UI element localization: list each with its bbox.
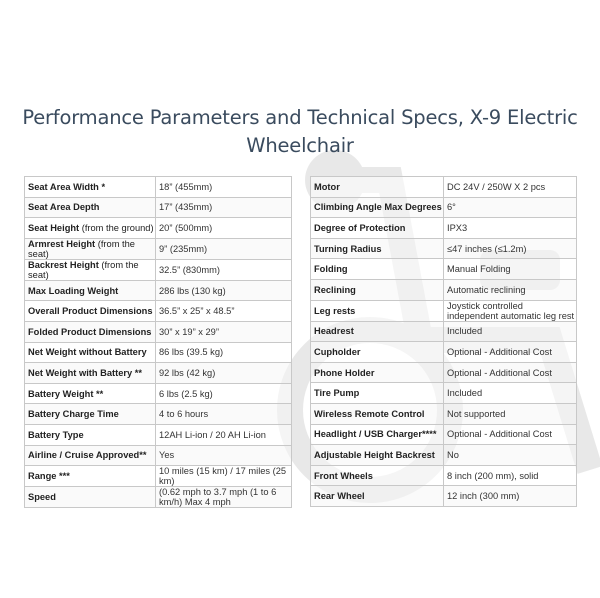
spec-label (311, 424, 444, 445)
spec-value: 32.5” (830mm) (156, 259, 292, 280)
spec-value: Yes (156, 445, 292, 466)
spec-label (25, 383, 156, 404)
spec-label-text: Battery Weight ** (28, 388, 104, 399)
spec-value: 6 lbs (2.5 kg) (156, 383, 292, 404)
spec-value: 9” (235mm) (156, 238, 292, 259)
spec-value: Optional - Additional Cost (444, 342, 577, 363)
spec-value: Automatic reclining (444, 279, 577, 300)
spec-row (25, 197, 292, 218)
spec-value: Manual Folding (444, 259, 577, 280)
spec-label (311, 259, 444, 280)
spec-label (25, 487, 156, 508)
spec-value: 4 to 6 hours (156, 404, 292, 425)
spec-label-text: Wireless Remote Control (314, 408, 425, 419)
spec-label (311, 218, 444, 239)
spec-value: Optional - Additional Cost (444, 362, 577, 383)
spec-label-text: Overall Product Dimensions (28, 306, 153, 317)
spec-label (311, 197, 444, 218)
spec-row (311, 465, 577, 486)
spec-label-text: Seat Height (28, 222, 80, 233)
spec-row (311, 403, 577, 424)
spec-row (311, 238, 577, 259)
spec-row (311, 218, 577, 239)
spec-row (311, 197, 577, 218)
spec-label (25, 177, 156, 198)
spec-label-text: Headrest (314, 326, 354, 337)
spec-table-left (24, 176, 292, 508)
spec-label (25, 424, 156, 445)
spec-label (25, 301, 156, 322)
spec-label-text: Front Wheels (314, 470, 373, 481)
spec-label-text: Leg rests (314, 305, 356, 316)
spec-label (25, 259, 156, 280)
spec-row (25, 301, 292, 322)
spec-row (25, 259, 292, 280)
spec-row (25, 218, 292, 239)
spec-row (25, 424, 292, 445)
spec-label-text: Backrest Height (28, 259, 99, 270)
spec-label-text: Seat Area Depth (28, 202, 100, 213)
spec-row (25, 445, 292, 466)
spec-row (311, 321, 577, 342)
spec-row (311, 383, 577, 404)
spec-row (25, 342, 292, 363)
spec-label-text: Motor (314, 181, 340, 192)
spec-label (311, 342, 444, 363)
spec-label-text: Battery Type (28, 429, 84, 440)
spec-label-text: Turning Radius (314, 243, 382, 254)
spec-label-text: Folded Product Dimensions (28, 326, 152, 337)
spec-label-note: (from the ground) (79, 222, 154, 233)
spec-value: (0.62 mph to 3.7 mph (1 to 6 km/h) Max 4 mph (156, 487, 292, 508)
spec-row (311, 342, 577, 363)
spec-value: 92 lbs (42 kg) (156, 363, 292, 384)
spec-value: 8 inch (200 mm), solid (444, 465, 577, 486)
spec-label (25, 321, 156, 342)
spec-label-text: Speed (28, 492, 56, 503)
spec-label-text: Tire Pump (314, 388, 360, 399)
spec-label-text: Headlight / USB Charger**** (314, 429, 437, 440)
spec-label-text: Phone Holder (314, 367, 375, 378)
spec-label (311, 445, 444, 466)
spec-value: 12 inch (300 mm) (444, 486, 577, 507)
spec-row (311, 279, 577, 300)
spec-label (311, 383, 444, 404)
spec-label (25, 466, 156, 487)
spec-value: 18” (455mm) (156, 177, 292, 198)
spec-row (311, 177, 577, 198)
spec-label-text: Seat Area Width * (28, 181, 106, 192)
spec-label-text: Airline / Cruise Approved** (28, 450, 147, 461)
spec-value: IPX3 (444, 218, 577, 239)
spec-row (311, 259, 577, 280)
spec-row (311, 445, 577, 466)
spec-label (311, 238, 444, 259)
spec-value: 20” (500mm) (156, 218, 292, 239)
spec-label-text: Cupholder (314, 346, 361, 357)
spec-row (25, 404, 292, 425)
spec-value: Included (444, 321, 577, 342)
spec-value: Joystick controlled independent automatic leg rest (444, 300, 577, 321)
spec-value: ≤47 inches (≤1.2m) (444, 238, 577, 259)
spec-row (25, 238, 292, 259)
spec-value: 86 lbs (39.5 kg) (156, 342, 292, 363)
spec-label (25, 238, 156, 259)
spec-value: Optional - Additional Cost (444, 424, 577, 445)
spec-value: DC 24V / 250W X 2 pcs (444, 177, 577, 198)
spec-label-text: Armrest Height (28, 238, 96, 249)
spec-label (25, 218, 156, 239)
spec-label (25, 280, 156, 301)
spec-row (311, 362, 577, 383)
spec-row (25, 280, 292, 301)
spec-label (311, 177, 444, 198)
spec-value: 12AH Li-ion / 20 AH Li-ion (156, 424, 292, 445)
spec-row (25, 383, 292, 404)
spec-row (25, 487, 292, 508)
spec-label-text: Rear Wheel (314, 491, 365, 502)
spec-value: 36.5” x 25” x 48.5” (156, 301, 292, 322)
spec-label (311, 486, 444, 507)
spec-value: 10 miles (15 km) / 17 miles (25 km) (156, 466, 292, 487)
spec-value: 30” x 19” x 29” (156, 321, 292, 342)
spec-label-text: Max Loading Weight (28, 285, 119, 296)
spec-label-text: Battery Charge Time (28, 409, 119, 420)
page-title: Performance Parameters and Technical Specs, X-9 Electric Wheelchair (22, 106, 578, 157)
spec-label-note: (from the seat) (28, 259, 139, 280)
spec-label-text: Net Weight with Battery ** (28, 367, 142, 378)
spec-value: Included (444, 383, 577, 404)
spec-value: 17” (435mm) (156, 197, 292, 218)
spec-label (25, 445, 156, 466)
spec-label-text: Net Weight without Battery (28, 347, 147, 358)
spec-label (311, 465, 444, 486)
spec-label (311, 300, 444, 321)
spec-label (25, 363, 156, 384)
spec-row (25, 321, 292, 342)
spec-label-text: Climbing Angle Max Degrees (314, 202, 442, 213)
spec-value: 286 lbs (130 kg) (156, 280, 292, 301)
spec-label (25, 197, 156, 218)
spec-row (311, 300, 577, 321)
spec-label-text: Range *** (28, 471, 70, 482)
spec-label (311, 279, 444, 300)
spec-row (25, 363, 292, 384)
spec-label-text: Folding (314, 264, 348, 275)
spec-label-note: (from the seat) (28, 238, 135, 259)
spec-label (25, 404, 156, 425)
spec-label-text: Degree of Protection (314, 222, 406, 233)
spec-value: No (444, 445, 577, 466)
spec-label-text: Adjustable Height Backrest (314, 449, 435, 460)
spec-row (311, 486, 577, 507)
spec-row (25, 177, 292, 198)
spec-label (311, 362, 444, 383)
spec-value: Not supported (444, 403, 577, 424)
spec-label (311, 321, 444, 342)
spec-label (311, 403, 444, 424)
spec-row (311, 424, 577, 445)
spec-row (25, 466, 292, 487)
spec-table-right (310, 176, 577, 507)
spec-label-text: Reclining (314, 284, 356, 295)
spec-value: 6° (444, 197, 577, 218)
spec-label (25, 342, 156, 363)
